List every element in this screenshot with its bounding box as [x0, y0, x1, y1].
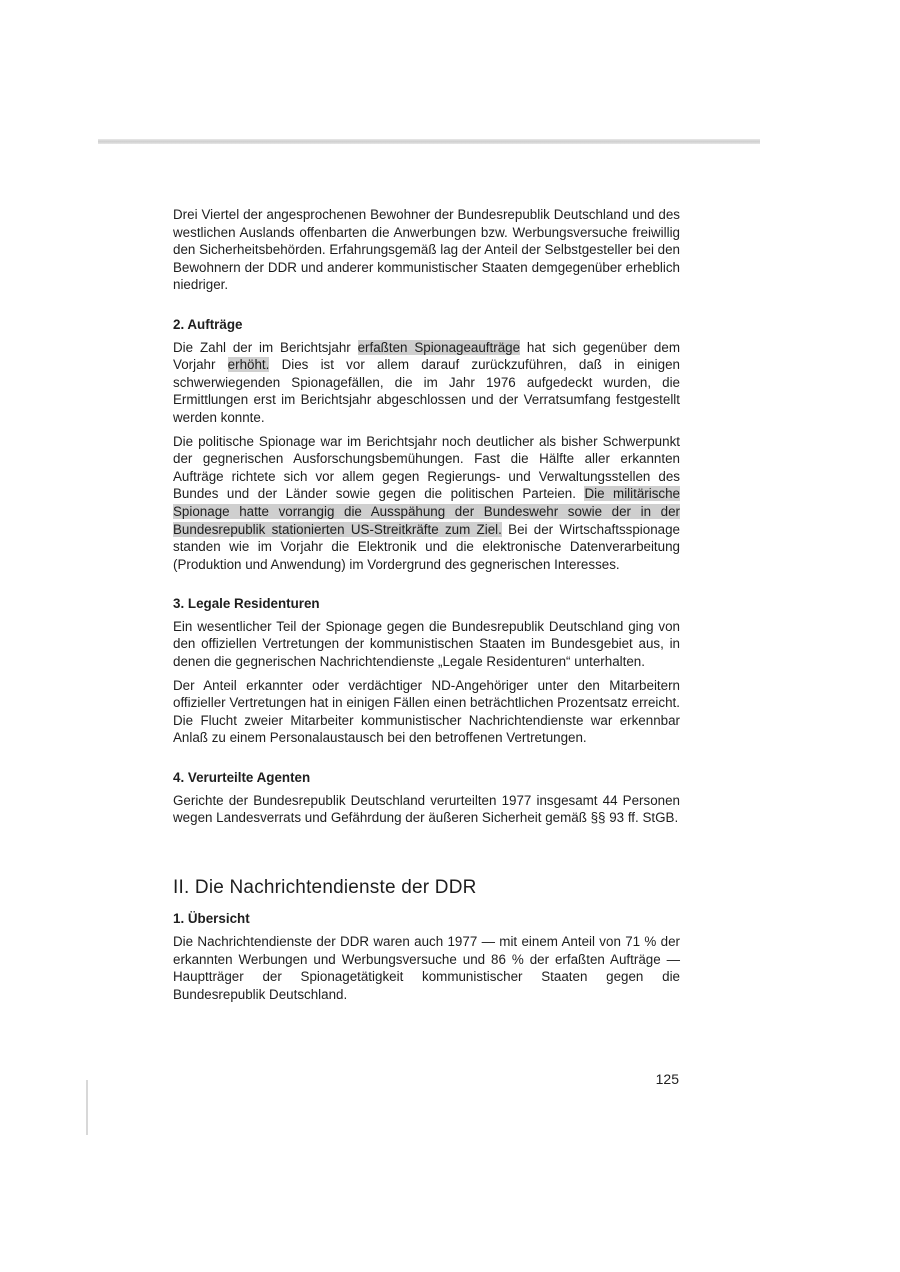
residenturen-paragraph-1: Ein wesentlicher Teil der Spionage gegen die Bundesrepublik Deutschland ging von den offiziellen Vertretungen der kommunistischen Staaten im Bundesgebiet aus, in denen die gegnerischen Nachrichtendienste „Legale Residenturen“ unterhalten. [173, 618, 680, 670]
page-body [173, 206, 680, 1009]
top-scan-rule [98, 139, 760, 144]
agenten-paragraph: Gerichte der Bundesrepublik Deutschland verurteilten 1977 insgesamt 44 Personen wegen Landesverrats und Gefährdung der äußeren Sicherheit gemäß §§ 93 ff. StGB. [173, 792, 680, 826]
section-heading-auftraege: 2. Aufträge [173, 316, 243, 332]
page-number: 125 [655, 1071, 679, 1087]
text-run: Bei der Wirtschaftsspionage standen wie im Vorjahr die Elektronik und die elektronische Datenverarbeitung (Produktion und Anwendung) im Vordergrund des gegnerischen Interesses. [173, 521, 681, 572]
highlighted-text: erfaßten Spionageaufträge [357, 339, 521, 355]
text-run: Die Zahl der im Berichtsjahr [173, 339, 358, 355]
text-run: Die politische Spionage war im Berichtsjahr noch deutlicher als bisher Schwerpunkt der gegnerischen Ausforschungsbemühungen. Fast die Hälfte aller erkannten Aufträge richtete sich vor allem gegen Regierungs- und Verwaltungsstellen des Bundes und der Länder sowie gegen die politischen Parteien. [173, 433, 680, 502]
section-heading-residenturen: 3. Legale Residenturen [173, 596, 320, 612]
intro-paragraph: Drei Viertel der angesprochenen Bewohner der Bundesrepublik Deutschland und des westlichen Auslands offenbarten die Anwerbungen bzw. Werbungsversuche freiwillig den Sicherheitsbehörden. Erfahrungsgemäß lag der Anteil der Selbstgesteller bei den Bewohnern der DDR und anderer kommunistischer Staaten demgegenüber erheblich niedriger. [173, 207, 680, 293]
chapter-title: II. Die Nachrichtendienste der DDR [173, 876, 477, 898]
auftraege-paragraph-2 [173, 433, 680, 574]
section-heading-agenten: 4. Verurteilte Agenten [173, 770, 311, 786]
text-run: hat sich gegenüber dem Vorjahr [173, 339, 680, 373]
highlighted-text: Die militärische Spionage hatte vorrangig die Ausspähung der Bundeswehr sowie der in der Bundesrepublik stationierten US-Streitkräfte zum Ziel. [173, 486, 681, 537]
uebersicht-paragraph: Die Nachrichtendienste der DDR waren auch 1977 — mit einem Anteil von 71 % der erkannten Werbungen und Werbungsversuche und 86 % der erfaßten Aufträge — Hauptträger der Spionagetätigkeit kommunistischer Staaten gegen die Bundesrepublik Deutschland. [173, 934, 680, 1002]
auftraege-paragraph-1 [173, 339, 680, 427]
highlighted-text: erhöht. [227, 357, 270, 373]
section-heading-uebersicht: 1. Übersicht [173, 911, 250, 927]
residenturen-paragraph-2: Der Anteil erkannter oder verdächtiger ND-Angehöriger unter den Mitarbeitern offizieller Vertretungen hat in einigen Fällen einen beträchtlichen Prozentsatz erreicht. Die Flucht zweier Mitarbeiter kommunistischer Nachrichtendienste war erkennbar Anlaß zu einem Personalaustausch bei den betroffenen Vertretungen. [173, 677, 680, 746]
text-run: Dies ist vor allem darauf zurückzuführen, daß in einigen schwerwiegenden Spionagefällen, die im Jahr 1976 aufgedeckt wurden, die Ermittlungen erst im Berichtsjahr abgeschlossen und der Verratsumfang festgestellt werden konnte. [173, 357, 681, 425]
scan-margin-mark [86, 1080, 88, 1135]
